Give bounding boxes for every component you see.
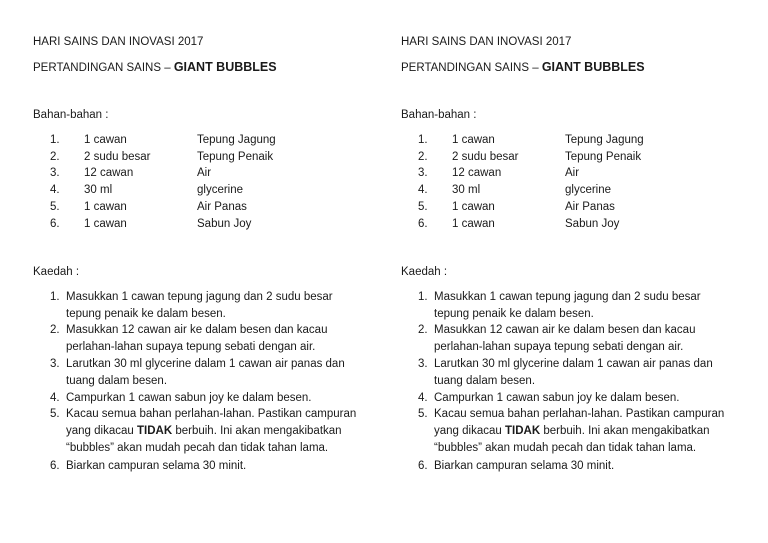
ingredients-heading: Bahan-bahan : [401, 109, 477, 121]
step-text: Campurkan 1 cawan sabun joy ke dalam besen. [66, 392, 312, 404]
step-number: 6. [418, 460, 428, 472]
ingredient-number: 3. [418, 167, 428, 179]
ingredient-row [33, 166, 363, 182]
ingredient-quantity: 2 sudu besar [84, 151, 151, 163]
step-text-part: berbuih. Ini akan mengakibatkan “bubbles” akan mudah pecah dan tidak tahan lama. [66, 425, 342, 454]
ingredient-quantity: 30 ml [452, 184, 481, 196]
step-number: 1. [418, 291, 428, 303]
ingredient-number: 1. [50, 134, 60, 146]
ingredient-name: Sabun Joy [565, 218, 620, 230]
step-text-part: Kacau semua bahan perlahan-lahan. Pastikan campuran yang dikacau [434, 408, 725, 437]
step-text: Biarkan campuran selama 30 minit. [66, 460, 247, 472]
step-text [66, 406, 366, 457]
step-number: 5. [418, 408, 428, 420]
ingredient-row [33, 217, 363, 233]
ingredient-name: Tepung Jagung [197, 134, 276, 146]
recipe-card-left [33, 0, 393, 543]
step-number: 2. [418, 324, 428, 336]
ingredient-row [33, 150, 363, 166]
step-text: Masukkan 1 cawan tepung jagung dan 2 sudu besar tepung penaik ke dalam besen. [434, 291, 701, 320]
step-text [434, 406, 734, 457]
ingredient-quantity: 1 cawan [84, 218, 127, 230]
step-number: 3. [50, 358, 60, 370]
step-text-emphasis: TIDAK [136, 425, 173, 437]
ingredient-quantity: 1 cawan [84, 134, 127, 146]
competition-title [401, 60, 645, 75]
event-title: HARI SAINS DAN INOVASI 2017 [401, 36, 572, 48]
ingredient-name: Air [565, 167, 580, 179]
step-text: Larutkan 30 ml glycerine dalam 1 cawan air panas dan tuang dalam besen. [434, 358, 713, 387]
ingredient-quantity: 2 sudu besar [452, 151, 519, 163]
ingredient-number: 6. [50, 218, 60, 230]
method-heading: Kaedah : [33, 266, 80, 278]
step-text: Campurkan 1 cawan sabun joy ke dalam besen. [434, 392, 680, 404]
ingredient-number: 1. [418, 134, 428, 146]
ingredient-number: 5. [50, 201, 60, 213]
ingredient-row [401, 150, 731, 166]
competition-prefix: PERTANDINGAN SAINS – [401, 62, 539, 74]
method-heading: Kaedah : [401, 266, 448, 278]
ingredient-row [401, 183, 731, 199]
step-text-part: berbuih. Ini akan mengakibatkan “bubbles” akan mudah pecah dan tidak tahan lama. [434, 425, 710, 454]
step-text: Masukkan 12 cawan air ke dalam besen dan kacau perlahan-lahan supaya tepung sebati dengan air. [434, 324, 696, 353]
ingredient-name: Air [197, 167, 212, 179]
step-text-emphasis: TIDAK [504, 425, 541, 437]
ingredient-quantity: 12 cawan [452, 167, 502, 179]
ingredient-quantity: 1 cawan [452, 134, 495, 146]
ingredient-name: Sabun Joy [197, 218, 252, 230]
step-number: 1. [50, 291, 60, 303]
step-number: 2. [50, 324, 60, 336]
ingredient-quantity: 1 cawan [452, 218, 495, 230]
event-title: HARI SAINS DAN INOVASI 2017 [33, 36, 204, 48]
ingredient-row [401, 133, 731, 149]
ingredient-number: 3. [50, 167, 60, 179]
step-number: 5. [50, 408, 60, 420]
step-text-part: Kacau semua bahan perlahan-lahan. Pastikan campuran yang dikacau [66, 408, 357, 437]
competition-title [33, 60, 277, 75]
competition-name: GIANT BUBBLES [173, 60, 277, 74]
ingredient-quantity: 12 cawan [84, 167, 134, 179]
recipe-card-right [401, 0, 761, 543]
ingredient-number: 5. [418, 201, 428, 213]
step-text: Masukkan 12 cawan air ke dalam besen dan kacau perlahan-lahan supaya tepung sebati dengan air. [66, 324, 328, 353]
ingredient-number: 2. [418, 151, 428, 163]
ingredient-name: Tepung Penaik [565, 151, 642, 163]
step-number: 4. [50, 392, 60, 404]
ingredient-row [401, 217, 731, 233]
ingredient-name: Air Panas [197, 201, 247, 213]
ingredient-row [33, 200, 363, 216]
step-number: 4. [418, 392, 428, 404]
step-number: 6. [50, 460, 60, 472]
ingredient-name: Air Panas [565, 201, 615, 213]
ingredient-row [401, 166, 731, 182]
ingredient-quantity: 1 cawan [452, 201, 495, 213]
ingredient-quantity: 30 ml [84, 184, 113, 196]
ingredients-heading: Bahan-bahan : [33, 109, 109, 121]
ingredient-name: glycerine [565, 184, 612, 196]
ingredient-row [33, 133, 363, 149]
ingredient-number: 2. [50, 151, 60, 163]
competition-prefix: PERTANDINGAN SAINS – [33, 62, 171, 74]
ingredient-row [401, 200, 731, 216]
competition-name: GIANT BUBBLES [541, 60, 645, 74]
ingredient-number: 4. [50, 184, 60, 196]
step-text: Masukkan 1 cawan tepung jagung dan 2 sudu besar tepung penaik ke dalam besen. [66, 291, 333, 320]
step-number: 3. [418, 358, 428, 370]
ingredient-name: Tepung Jagung [565, 134, 644, 146]
ingredient-number: 4. [418, 184, 428, 196]
step-text: Larutkan 30 ml glycerine dalam 1 cawan air panas dan tuang dalam besen. [66, 358, 345, 387]
ingredient-row [33, 183, 363, 199]
ingredient-name: Tepung Penaik [197, 151, 274, 163]
ingredient-name: glycerine [197, 184, 244, 196]
ingredient-quantity: 1 cawan [84, 201, 127, 213]
step-text: Biarkan campuran selama 30 minit. [434, 460, 615, 472]
ingredient-number: 6. [418, 218, 428, 230]
